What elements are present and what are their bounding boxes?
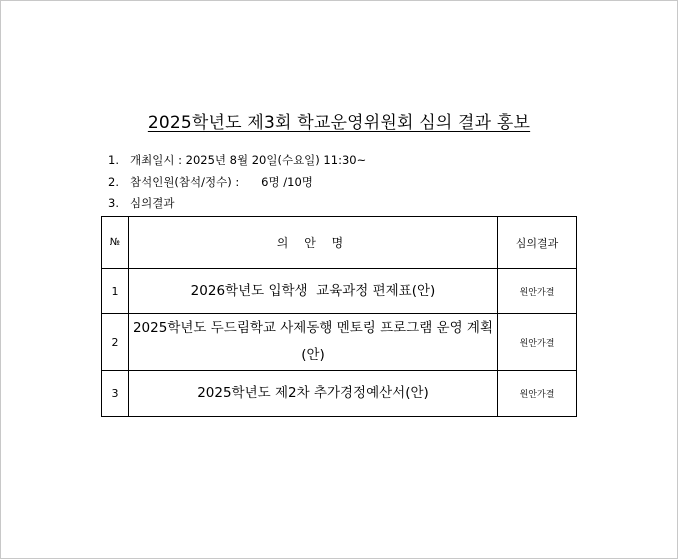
row-number: 3 [102,371,129,417]
row-result: 원안가결 [498,371,577,417]
table-row [102,314,577,371]
info-number: 3. [108,196,119,210]
row-agenda-title: 2025학년도 제2차 추가경정예산서(안) [129,371,498,417]
table-row [102,371,577,417]
row-result: 원안가결 [498,269,577,314]
row-agenda-title: 2025학년도 두드림학교 사제동행 멘토링 프로그램 운영 계획(안) [129,314,498,371]
row-result: 원안가결 [498,314,577,371]
header-number: № [102,217,129,269]
table-header-row [102,217,577,269]
document-title-text: 2025학년도 제3회 학교운영위원회 심의 결과 홍보 [147,113,531,133]
info-text: 참석인원(참석/정수) : 6명 /10명 [130,175,313,189]
row-agenda-title: 2026학년도 입학생 교육과정 편제표(안) [129,269,498,314]
info-number: 2. [108,175,119,189]
info-number: 1. [108,153,119,167]
document-title [0,108,678,133]
info-text: 심의결과 [130,196,175,210]
info-text: 개최일시 : 2025년 8월 20일(수요일) 11:30~ [130,153,367,167]
info-line-results [108,195,174,211]
row-number: 2 [102,314,129,371]
row-number: 1 [102,269,129,314]
results-table [101,216,577,417]
info-line-attendance [108,174,313,190]
header-result: 심의결과 [498,217,577,269]
table-row [102,269,577,314]
info-line-date [108,152,366,168]
header-agenda-title: 의 안 명 [129,217,498,269]
